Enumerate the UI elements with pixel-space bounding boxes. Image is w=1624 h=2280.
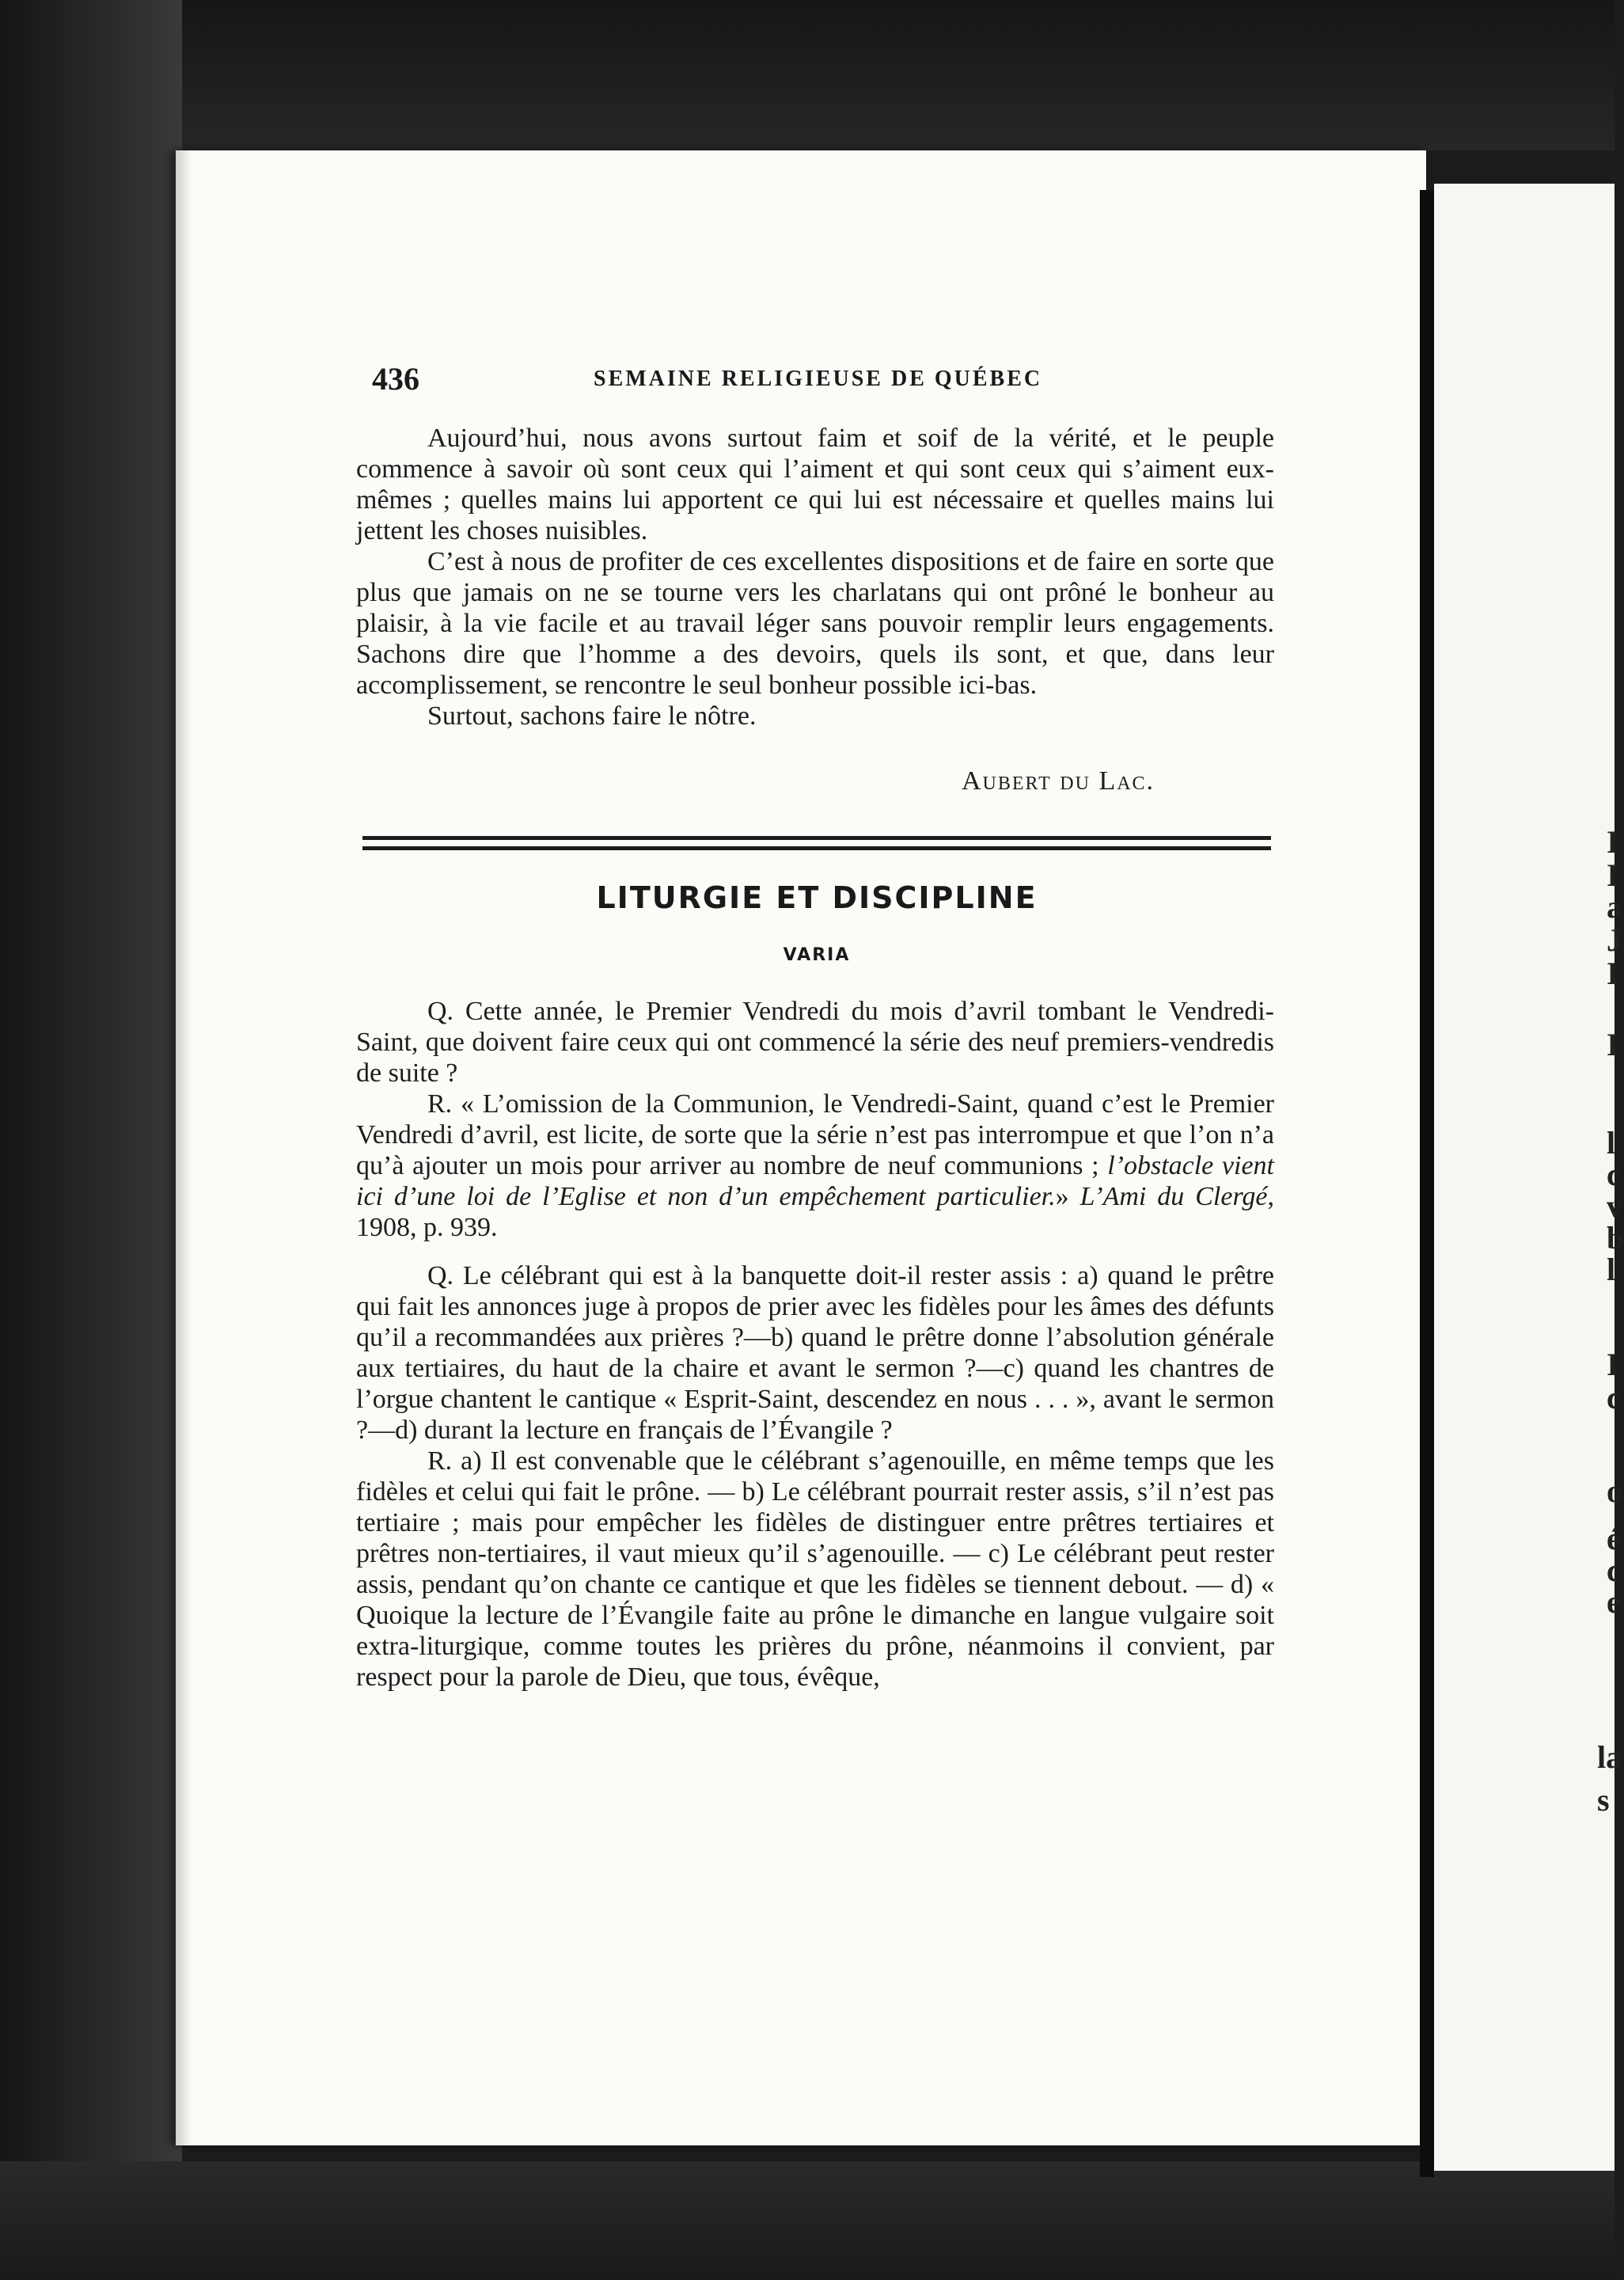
scan-background-left: [0, 0, 182, 2280]
adjacent-page-fragment: la: [1597, 1739, 1622, 1775]
section-title: LITURGIE ET DISCIPLINE: [596, 880, 1038, 915]
answer-text: R. « L’omission de la Communion, le Vendredi-Saint, quand c’est le Premier Vendredi d’avril, est licite, de sorte que la série n’est pas interrompue et que l’on n’a qu’à ajouter un mois pour arriver au nombre de neuf communions ;: [356, 1089, 1274, 1180]
adjacent-page-fragment: I: [1607, 956, 1619, 991]
answer: R. a) Il est convenable que le célébrant s’agenouille, en même temps que les fidèles et celui qui fait le prône. — b) Le célébrant pourrait rester assis, s’il n’est pas tertiaire ; mais pour empêcher les fidèles de distinguer entre prêtres tertiaires et prêtres non-tertiaires, il vaut mieux qu’il s’agenouille. — c) Le célébrant peut rester assis, pendant qu’on chante ce cantique et que les fidèles se tiennent debout. — d) « Quoique la lecture de l’Évangile faite au prône le dimanche en langue vulgaire soit extra-liturgique, comme toutes les prières du prône, néanmoins il convient, par respect pour la parole de Dieu, que tous, évêque,: [356, 1446, 1274, 1692]
adjacent-page-fragment: I: [1607, 857, 1619, 893]
adjacent-page-fragment: I: [1607, 1027, 1619, 1062]
adjacent-page-fragment: l: [1607, 1252, 1616, 1287]
adjacent-page-fragment: e: [1607, 1584, 1621, 1620]
running-head: SEMAINE RELIGIEUSE DE QUÉBEC: [594, 367, 1043, 391]
article-signature: Aubert du Lac.: [962, 766, 1155, 796]
qa-body: [356, 996, 1274, 1693]
adjacent-page-fragment: I: [1607, 1347, 1619, 1382]
question: Q. Cette année, le Premier Vendredi du mois d’avril tombant le Vendredi-Saint, que doivent faire ceux qui ont commencé la série des neuf premiers-vendredis de suite ?: [356, 997, 1274, 1088]
adjacent-page-fragment: I: [1607, 824, 1619, 860]
answer: [356, 1089, 1274, 1243]
adjacent-page-fragment: é: [1607, 1521, 1621, 1556]
question: Q. Le célébrant qui est à la banquette doit-il rester assis : a) quand le prêtre qui fait les annonces juge à propos de prier avec les fidèles pour les âmes des défunts qu’il a recommandées aux prières ?—b) quand le prêtre donne l’absolution générale aux tertiaires, du haut de la chaire et avant le sermon ?—c) quand les chantres de l’orgue chantent le cantique « Esprit-Saint, descendez en nous . . . », avant le sermon ?—d) durant la lecture en français de l’Évangile ?: [356, 1261, 1274, 1445]
answer-source: L’Ami du Clergé: [1080, 1182, 1268, 1211]
adjacent-page-fragment: v: [1607, 1188, 1622, 1224]
adjacent-page-fragment: b: [1607, 1220, 1624, 1256]
section-divider: [362, 846, 1271, 850]
adjacent-page-fragment: J: [1607, 922, 1622, 958]
spacer: [356, 1243, 1274, 1260]
scan-background-bottom: [0, 2161, 1615, 2280]
adjacent-page-fragment: s: [1597, 1782, 1610, 1818]
article-paragraph: C’est à nous de profiter de ces excellentes dispositions et de faire en sorte que plus que jamais on ne se tourne vers les charlatans qui ont prôné le bonheur au plaisir, à la vie facile et au travail léger sans pouvoir remplir leurs engagements. Sachons dire que l’homme a des devoirs, quels ils sont, et que, dans leur accomplissement, se rencontre le seul bonheur possible ici-bas.: [356, 547, 1274, 700]
adjacent-page: [1434, 184, 1615, 2171]
page-header: [372, 360, 1274, 405]
article-paragraph: Aujourd’hui, nous avons surtout faim et soif de la vérité, et le peuple commence à savoir où sont ceux qui l’aiment et qui sont ceux qui s’aiment eux-mêmes ; quelles mains lui apportent ce qui lui est nécessaire et quelles mains lui jettent les choses nuisibles.: [356, 424, 1274, 545]
adjacent-page-fragment: l: [1607, 1125, 1616, 1161]
adjacent-page-fragment: c: [1607, 1380, 1621, 1416]
scan-background-top: [0, 0, 1615, 150]
article-body: [356, 423, 1274, 732]
answer-quote: l’obstacle vient ici d’une loi de l’Eglise et non d’un empêchement particulier.: [356, 1151, 1274, 1211]
page-number: 436: [372, 361, 419, 397]
adjacent-page-fragment: c: [1607, 1157, 1621, 1192]
section-subtitle: VARIA: [783, 945, 851, 965]
answer-citation: , 1908, p. 939.: [356, 1182, 1275, 1242]
article-paragraph: Surtout, sachons faire le nôtre.: [427, 701, 757, 731]
adjacent-page-fragment: c: [1607, 1552, 1621, 1588]
page-edge-shade: [176, 150, 192, 2145]
adjacent-page-fragment: a: [1607, 889, 1622, 925]
book-gutter: [1420, 190, 1434, 2177]
section-divider: [362, 836, 1271, 840]
answer-text: »: [1055, 1182, 1080, 1211]
adjacent-page-fragment: o: [1607, 1473, 1622, 1509]
